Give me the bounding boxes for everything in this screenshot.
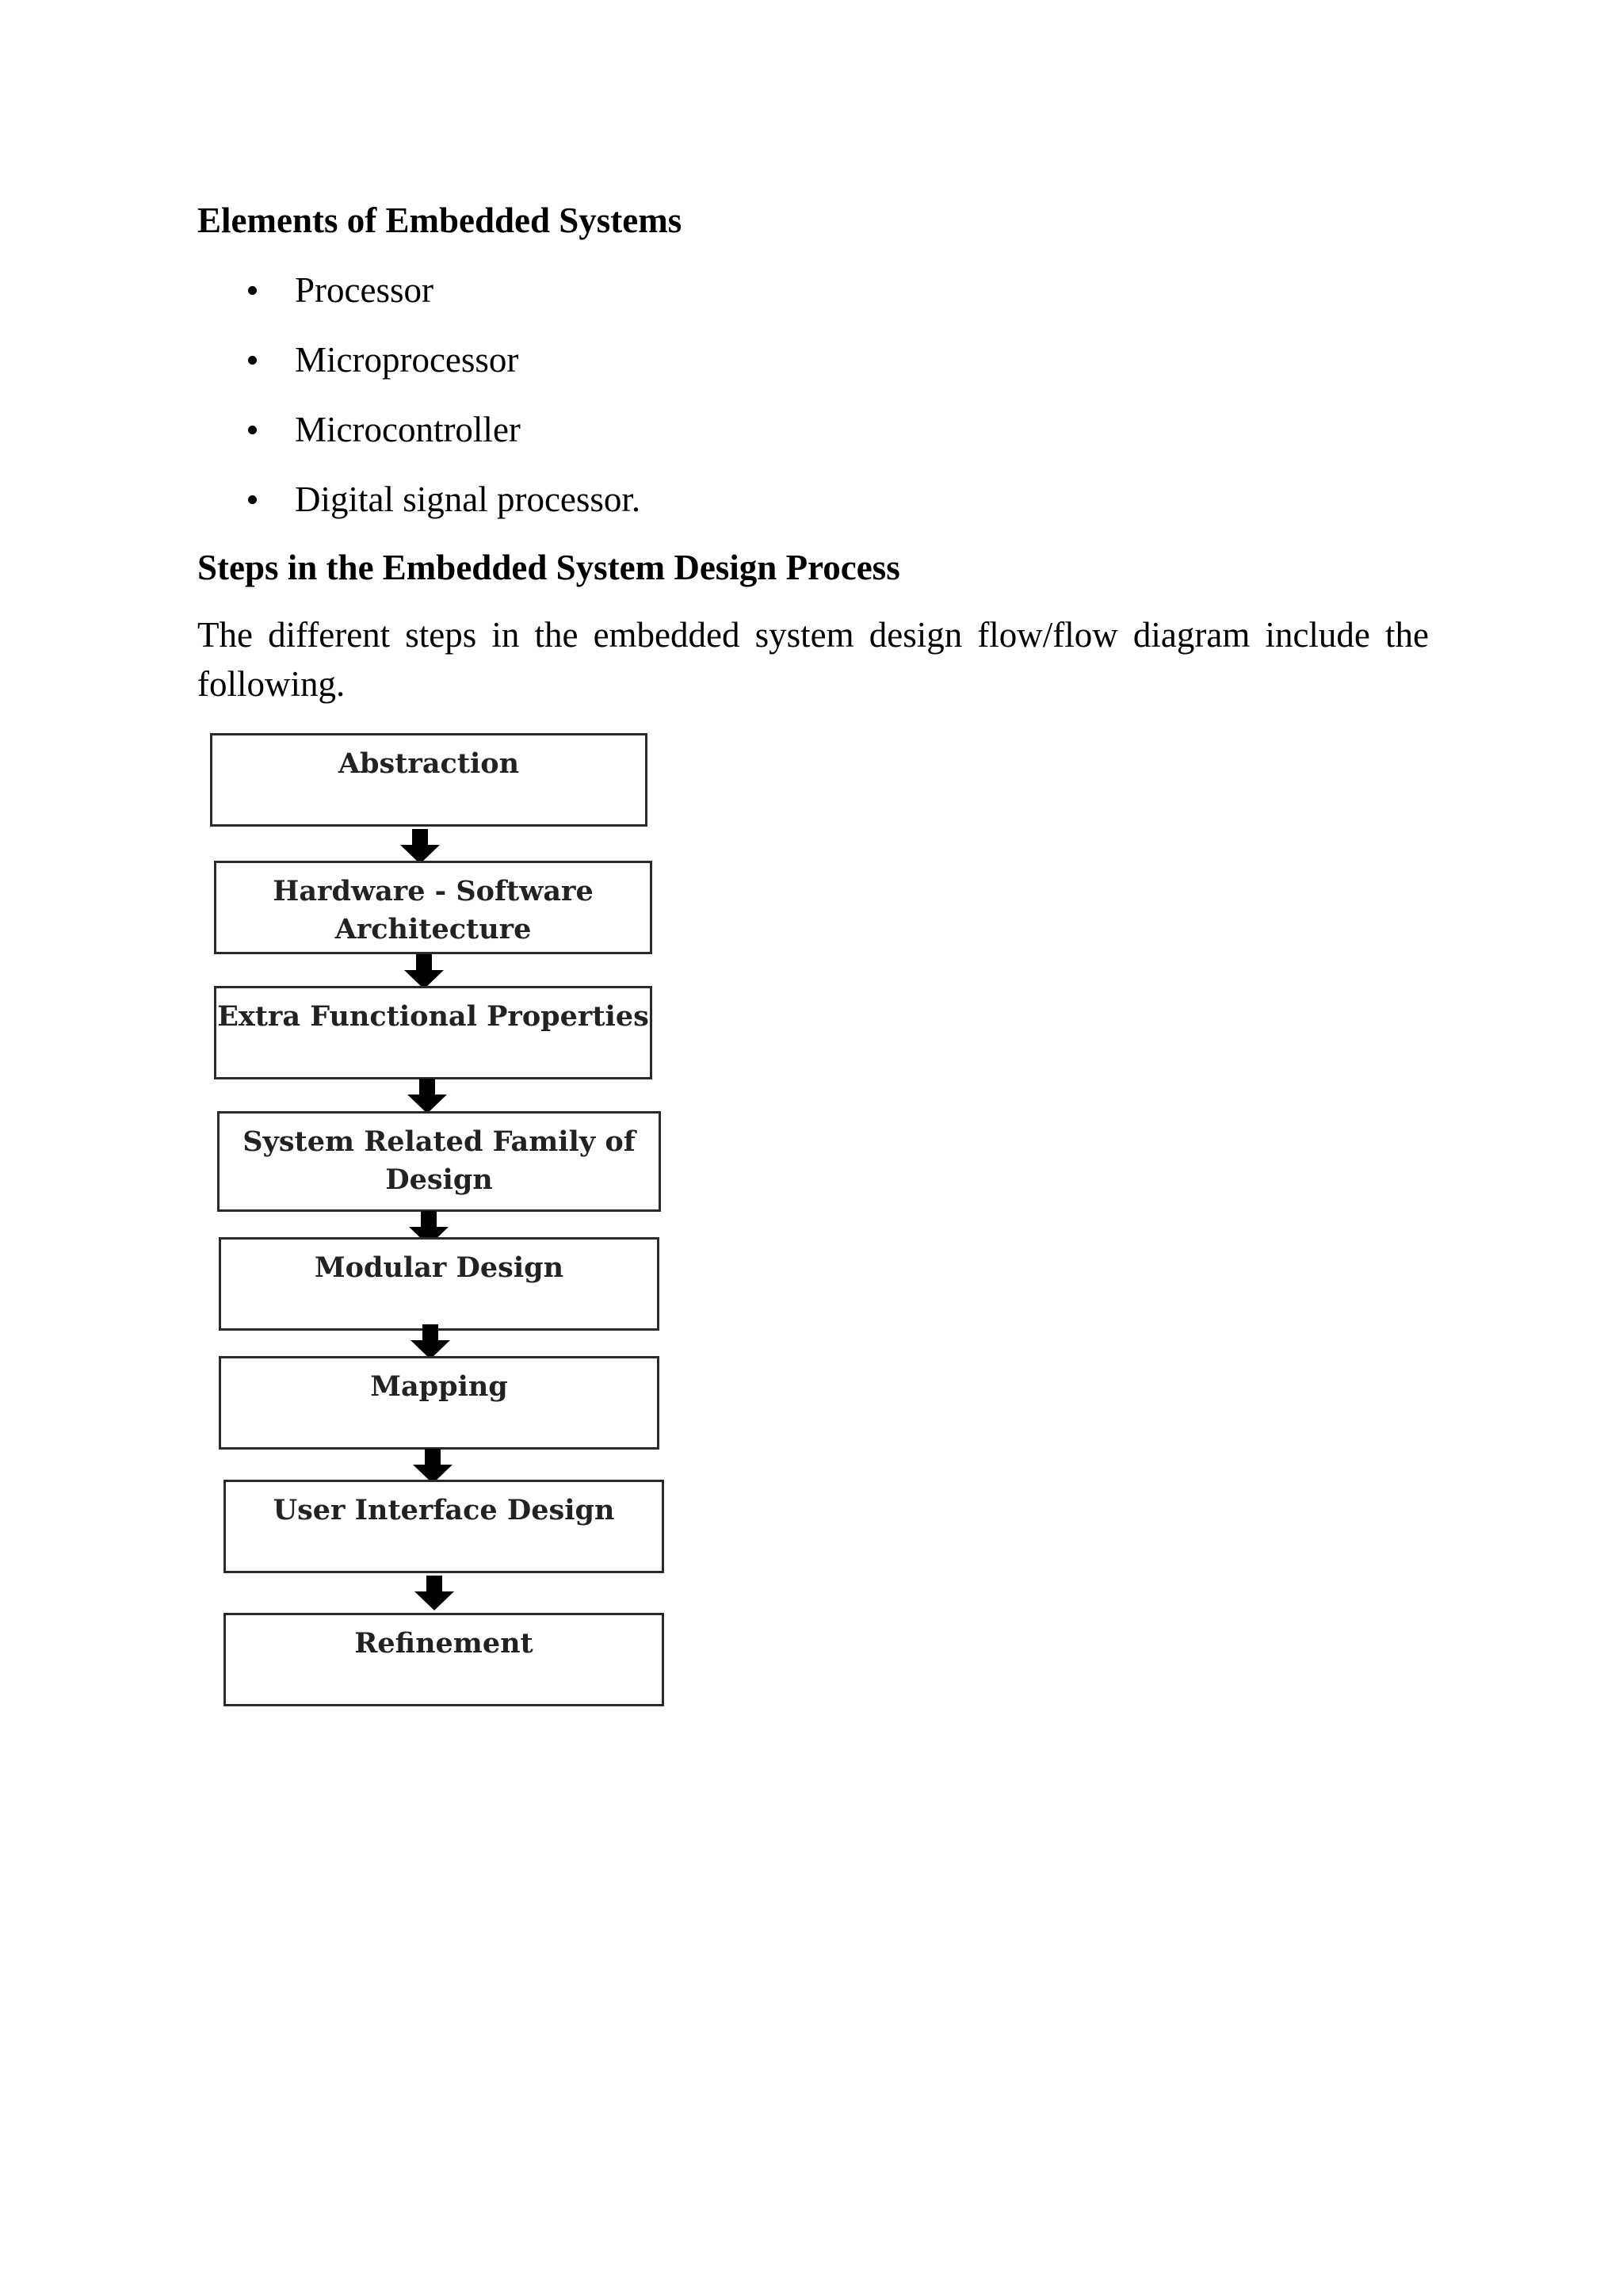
flow-step-abstraction: Abstraction [210,733,647,827]
flow-step-modular-design: Modular Design [219,1237,659,1331]
flow-step-user-interface-design: User Interface Design [223,1480,664,1573]
flow-step-mapping: Mapping [219,1356,659,1450]
flow-step-system-related-family: System Related Family of Design [217,1111,661,1212]
section-heading-elements: Elements of Embedded Systems [197,201,682,240]
list-item-text: Microcontroller [295,410,521,449]
list-item-text: Microprocessor [295,340,519,380]
down-arrow-icon [404,954,444,989]
down-arrow-icon [411,1324,450,1359]
section-heading-design-process: Steps in the Embedded System Design Process [197,548,900,587]
flow-step-refinement: Refinement [223,1613,664,1706]
down-arrow-icon [400,829,440,864]
list-item-text: Processor [295,270,433,310]
down-arrow-icon [413,1449,453,1484]
down-arrow-icon [407,1079,447,1114]
intro-paragraph: The different steps in the embedded system design flow/flow diagram include the following. [197,615,1429,704]
flow-step-extra-functional-properties: Extra Functional Properties [214,986,652,1079]
down-arrow-icon [414,1576,454,1610]
list-item-text: Digital signal processor. [295,479,641,519]
flow-step-hw-sw-architecture: Hardware - Software Architecture [214,861,652,954]
